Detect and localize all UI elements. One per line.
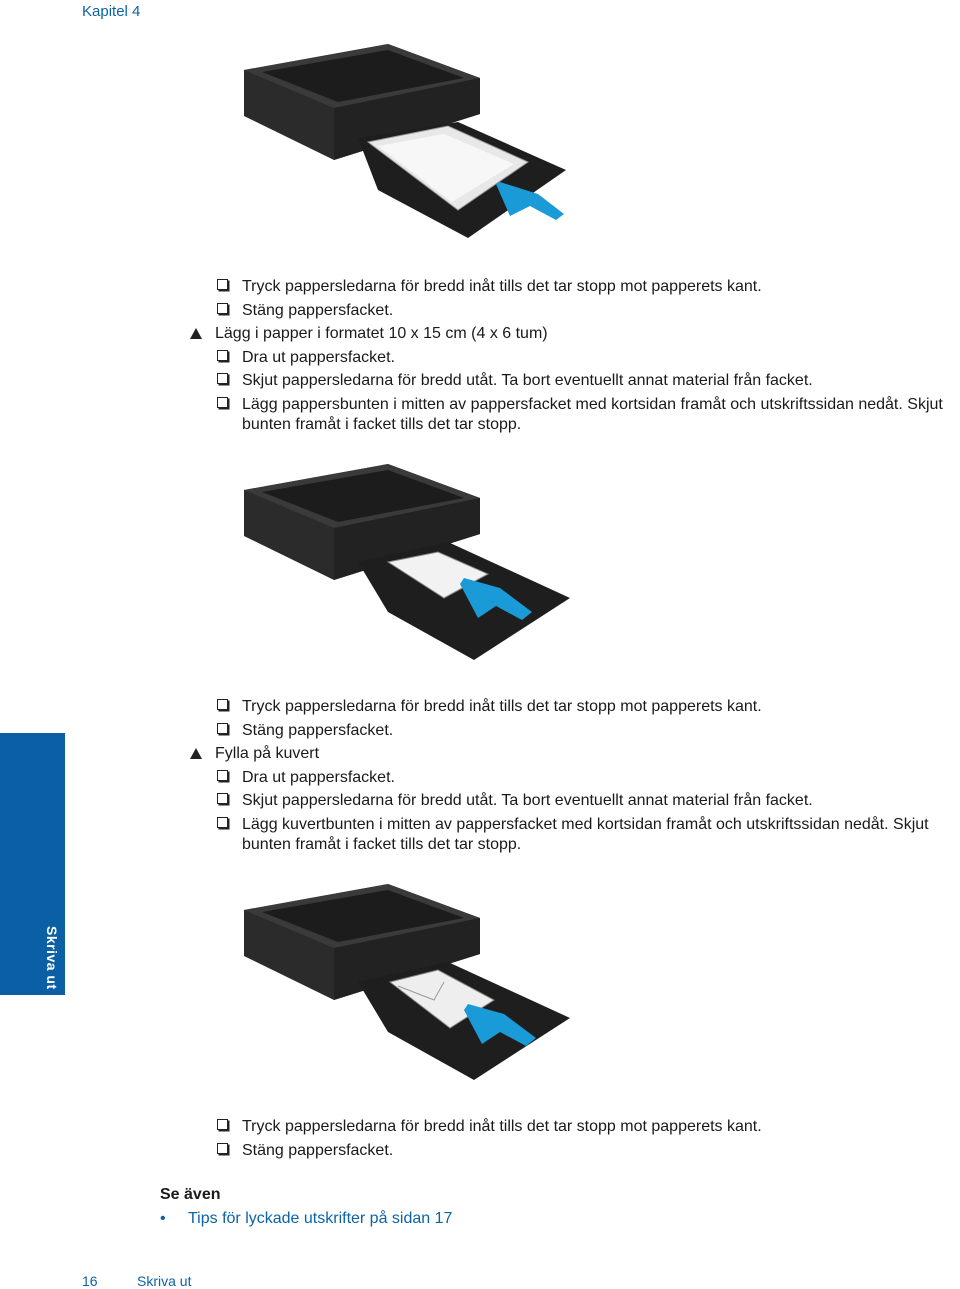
chapter-header: Kapitel 4 xyxy=(82,3,141,20)
checkbox-icon xyxy=(217,397,228,408)
step-item: Tryck pappersledarna för bredd inåt tills det tar stopp mot papperets kant. xyxy=(0,1115,960,1139)
printer-illustration-1 xyxy=(238,42,574,242)
checkbox-icon xyxy=(217,350,228,361)
step-item: Lägg pappersbunten i mitten av pappersfacket med kortsidan framåt och utskriftssidan nedåt. Skjut bunten framåt i facket tills det tar stopp. xyxy=(0,393,960,435)
footer-section: Skriva ut xyxy=(137,1273,192,1289)
bullet: • xyxy=(160,1210,166,1227)
checkbox-icon xyxy=(217,1143,228,1154)
section-heading: Fylla på kuvert xyxy=(0,742,960,766)
checkbox-icon xyxy=(217,1119,228,1130)
see-also-item xyxy=(160,1210,452,1228)
checkbox-icon xyxy=(217,770,228,781)
step-item: Stäng pappersfacket. xyxy=(0,1139,960,1163)
side-tab-label: Skriva ut xyxy=(44,926,60,990)
step-item: Dra ut pappersfacket. xyxy=(0,346,960,370)
checkbox-icon xyxy=(217,723,228,734)
triangle-icon xyxy=(190,748,202,759)
step-item: Stäng pappersfacket. xyxy=(0,299,960,323)
checkbox-icon xyxy=(217,279,228,290)
printer-illustration-3 xyxy=(238,882,574,1082)
step-item: Tryck pappersledarna för bredd inåt tills det tar stopp mot papperets kant. xyxy=(0,695,960,719)
step-item: Lägg kuvertbunten i mitten av pappersfacket med kortsidan framåt och utskriftssidan nedåt. Skjut bunten framåt i facket tills det tar stopp. xyxy=(0,813,960,855)
steps-block-1 xyxy=(0,275,960,435)
steps-block-2 xyxy=(0,695,960,855)
checkbox-icon xyxy=(217,817,228,828)
checkbox-icon xyxy=(217,303,228,314)
checkbox-icon xyxy=(217,699,228,710)
page-number: 16 xyxy=(82,1273,98,1289)
printer-illustration-2 xyxy=(238,462,574,662)
step-item: Skjut pappersledarna för bredd utåt. Ta bort eventuellt annat material från facket. xyxy=(0,789,960,813)
see-also-title: Se även xyxy=(160,1186,221,1203)
section-heading: Lägg i papper i formatet 10 x 15 cm (4 x 6 tum) xyxy=(0,322,960,346)
step-item: Skjut pappersledarna för bredd utåt. Ta bort eventuellt annat material från facket. xyxy=(0,369,960,393)
triangle-icon xyxy=(190,328,202,339)
checkbox-icon xyxy=(217,373,228,384)
step-item: Tryck pappersledarna för bredd inåt tills det tar stopp mot papperets kant. xyxy=(0,275,960,299)
checkbox-icon xyxy=(217,793,228,804)
step-item: Stäng pappersfacket. xyxy=(0,719,960,743)
see-also-link[interactable]: Tips för lyckade utskrifter på sidan 17 xyxy=(188,1210,453,1227)
step-item: Dra ut pappersfacket. xyxy=(0,766,960,790)
steps-block-3 xyxy=(0,1115,960,1162)
